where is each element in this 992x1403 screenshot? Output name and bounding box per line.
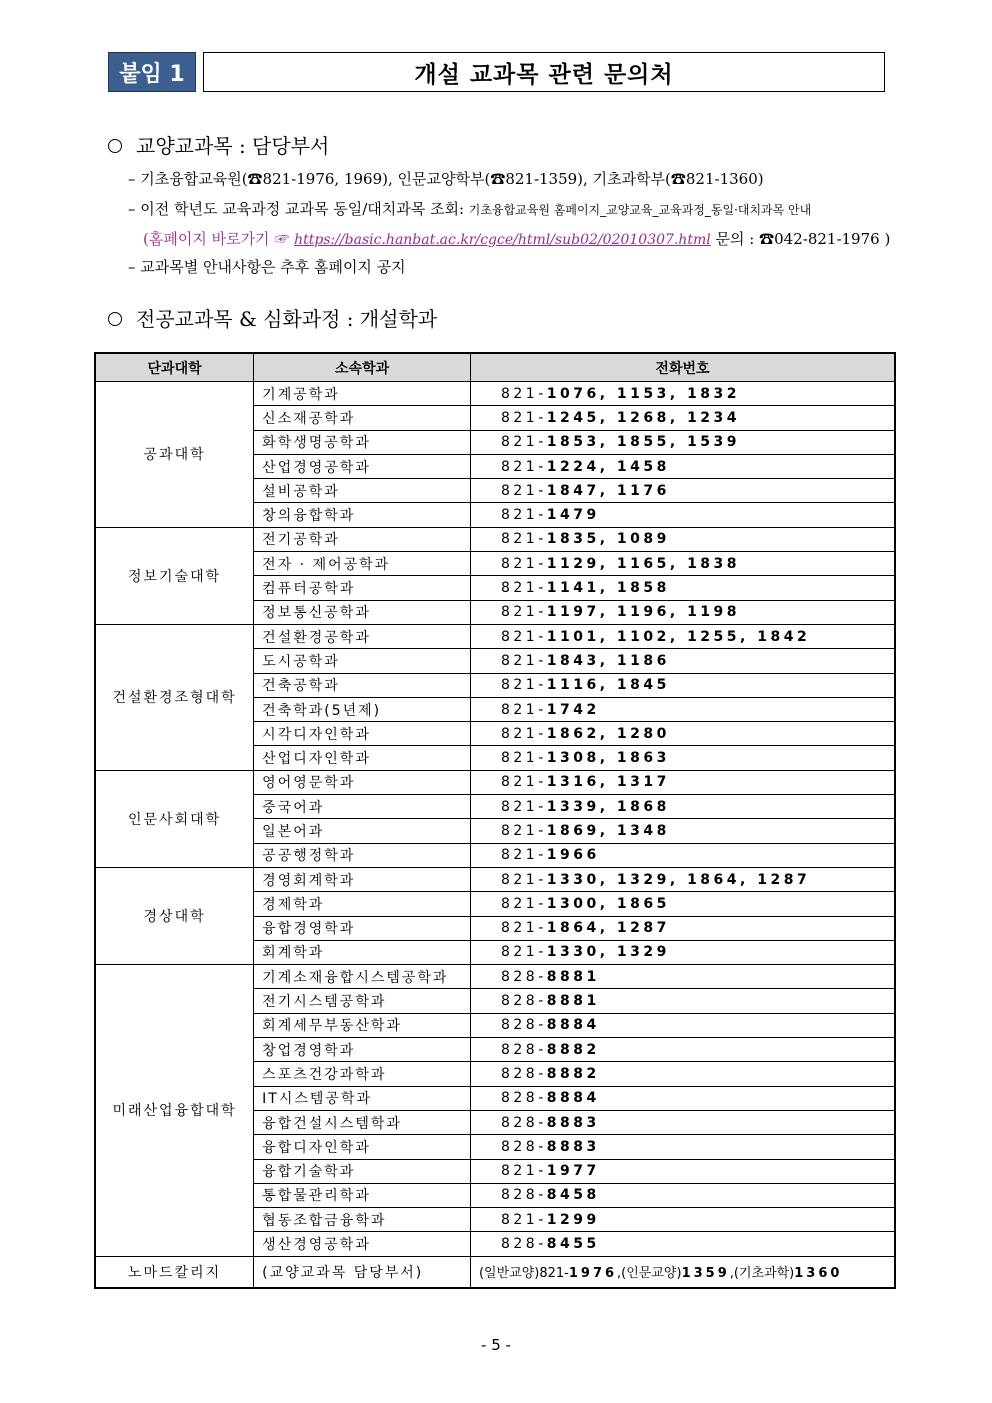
- phone-cell: [470, 1062, 895, 1086]
- previous-curriculum-path: 기초융합교육원 홈페이지_교양교육_교육과정_동일·대치과목 안내: [468, 203, 812, 217]
- department-cell: 일본어과: [254, 819, 471, 843]
- paren-open: (: [143, 230, 149, 248]
- phone-prefix: 821-: [500, 434, 547, 451]
- department-cell: 전기공학과: [254, 527, 471, 551]
- phone-cell: [470, 819, 895, 843]
- phone-cell: [470, 916, 895, 940]
- department-cell: 스포츠건강과학과: [254, 1062, 471, 1086]
- header-department: 소속학과: [254, 353, 471, 382]
- phone-prefix: 828-: [500, 1065, 547, 1082]
- department-cell: 영어영문학과: [254, 770, 471, 794]
- phone-extensions: 1843, 1186: [546, 652, 670, 669]
- department-cell: 협동조합금융학과: [254, 1208, 471, 1232]
- department-cell: 화학생명공학과: [254, 430, 471, 454]
- attachment-badge: 붙임 1: [108, 52, 196, 92]
- college-cell: 노마드칼리지: [95, 1256, 254, 1288]
- phone-cell: [470, 940, 895, 964]
- phone-extensions: 1308, 1863: [546, 750, 670, 767]
- circle-bullet-icon: [108, 139, 122, 153]
- phone-extensions: 8884: [546, 1017, 600, 1034]
- phone-prefix: 828-: [500, 1236, 547, 1253]
- table-row: [95, 624, 895, 648]
- phone-cell: [470, 1110, 895, 1134]
- phone-prefix: 828-: [500, 993, 547, 1010]
- phone-cell: [470, 430, 895, 454]
- phone-prefix: 821-: [500, 604, 547, 621]
- phone-prefix: 821-: [500, 895, 547, 912]
- phone-cell: [470, 1208, 895, 1232]
- phone-extensions: 1141, 1858: [546, 580, 670, 597]
- phone-prefix: 828-: [500, 1090, 547, 1107]
- phone-prefix: 821-: [500, 531, 547, 548]
- phone-extensions: 1864, 1287: [546, 920, 670, 937]
- department-cell: 전기시스템공학과: [254, 989, 471, 1013]
- department-cell: 생산경영공학과: [254, 1232, 471, 1256]
- phone-cell: [470, 576, 895, 600]
- phone-prefix: 821-: [500, 628, 547, 645]
- department-cell: 창업경영학과: [254, 1038, 471, 1062]
- department-cell: 기계소재융합시스템공학과: [254, 965, 471, 989]
- phone-prefix: 821-: [500, 871, 547, 888]
- phone-prefix: 828-: [500, 1187, 547, 1204]
- general-contacts-line: – 기초융합교육원(☎821-1976, 1969), 인문교양학부(☎821-1359), 기초과학부(☎821-1360): [128, 170, 764, 188]
- phone-cell: [470, 795, 895, 819]
- phone-prefix: 821-: [500, 750, 547, 767]
- phone-extensions: 1101, 1102, 1255, 1842: [546, 628, 811, 645]
- section-major-heading-text: 전공교과목 & 심화과정 : 개설학과: [136, 307, 438, 331]
- college-cell: 미래산업융합대학: [95, 965, 254, 1257]
- phone-cell: [470, 600, 895, 624]
- phone-extensions: 1869, 1348: [546, 822, 670, 839]
- phone-prefix: 821-: [500, 482, 547, 499]
- phone-cell: [470, 479, 895, 503]
- phone-extensions: 1339, 1868: [546, 798, 670, 815]
- department-cell: 건설환경공학과: [254, 624, 471, 648]
- phone-cell: [470, 1183, 895, 1207]
- phone-cell: [470, 843, 895, 867]
- department-cell: 건축공학과: [254, 673, 471, 697]
- previous-curriculum-text: – 이전 학년도 교육과정 교과목 동일/대치과목 조회:: [128, 200, 469, 218]
- page-number: - 5 -: [481, 1336, 511, 1354]
- department-cell: 건축학과(5년제): [254, 697, 471, 721]
- department-cell: 회계학과: [254, 940, 471, 964]
- college-cell: 공과대학: [95, 382, 254, 528]
- phone-extensions: 1129, 1165, 1838: [546, 555, 741, 572]
- phone-cell: [470, 1159, 895, 1183]
- phone-cell: [470, 1013, 895, 1037]
- phone-prefix: 821-: [500, 822, 547, 839]
- department-cell: (교양교과목 담당부서): [254, 1256, 471, 1288]
- phone-cell: [470, 552, 895, 576]
- phone-cell: [470, 624, 895, 648]
- college-cell: 인문사회대학: [95, 770, 254, 867]
- phone-extensions: 1300, 1865: [546, 895, 670, 912]
- phone-extensions: 8882: [546, 1065, 600, 1082]
- section-major-heading: [108, 303, 437, 332]
- phone-extensions: 1330, 1329, 1864, 1287: [546, 871, 811, 888]
- phone-prefix: 821-: [500, 1211, 547, 1228]
- department-cell: 설비공학과: [254, 479, 471, 503]
- phone-cell: [470, 382, 895, 406]
- phone-extensions: 8883: [546, 1138, 600, 1155]
- header-phone: 전화번호: [470, 353, 895, 382]
- phone-prefix: 821-: [500, 944, 547, 961]
- department-cell: 산업디자인학과: [254, 746, 471, 770]
- phone-extensions: 1299: [546, 1211, 600, 1228]
- phone-cell: [470, 503, 895, 527]
- department-cell: 융합디자인학과: [254, 1135, 471, 1159]
- phone-extensions: 1847, 1176: [546, 482, 670, 499]
- college-cell: 경상대학: [95, 867, 254, 964]
- phone-cell: [470, 965, 895, 989]
- department-cell: 기계공학과: [254, 382, 471, 406]
- section-general-heading: [108, 130, 329, 159]
- phone-extensions: 1835, 1089: [546, 531, 670, 548]
- department-cell: 회계세무부동산학과: [254, 1013, 471, 1037]
- phone-prefix: 821-: [500, 507, 547, 524]
- phone-extensions: 1862, 1280: [546, 725, 670, 742]
- department-cell: 컴퓨터공학과: [254, 576, 471, 600]
- phone-cell: [470, 406, 895, 430]
- phone-prefix: 821-: [500, 409, 547, 426]
- department-cell: 전자 · 제어공학과: [254, 552, 471, 576]
- phone-cell: [470, 867, 895, 891]
- phone-cell: [470, 722, 895, 746]
- department-cell: 융합기술학과: [254, 1159, 471, 1183]
- contact-table: [94, 352, 896, 1289]
- phone-cell: [470, 892, 895, 916]
- phone-prefix: 821-: [500, 652, 547, 669]
- phone-prefix: 821-: [500, 920, 547, 937]
- phone-prefix: 821-: [500, 385, 547, 402]
- department-cell: 산업경영공학과: [254, 454, 471, 478]
- inquiry-phone-text: 문의 : ☎042-821-1976 ): [710, 230, 891, 248]
- phone-cell: [470, 1086, 895, 1110]
- phone-extensions: 1197, 1196, 1198: [546, 604, 741, 621]
- circle-bullet-icon: [108, 312, 122, 326]
- department-cell: 융합건설시스템학과: [254, 1110, 471, 1134]
- phone-prefix: 821-: [500, 580, 547, 597]
- phone-cell: [470, 770, 895, 794]
- phone-prefix: 828-: [500, 1041, 547, 1058]
- phone-number: 1976: [568, 1266, 618, 1282]
- department-cell: 경영회계학과: [254, 867, 471, 891]
- department-cell: IT시스템공학과: [254, 1086, 471, 1110]
- phone-extensions: 8882: [546, 1041, 600, 1058]
- phone-cell: [470, 673, 895, 697]
- phone-extensions: 1966: [546, 847, 600, 864]
- table-row: [95, 382, 895, 406]
- phone-extensions: 8883: [546, 1114, 600, 1131]
- phone-prefix: 821-: [500, 555, 547, 572]
- department-cell: 중국어과: [254, 795, 471, 819]
- phone-prefix: 821-: [500, 847, 547, 864]
- table-row: [95, 527, 895, 551]
- phone-prefix: 821-: [500, 725, 547, 742]
- phone-prefix: 821-: [500, 677, 547, 694]
- table-row: [95, 965, 895, 989]
- department-cell: 신소재공학과: [254, 406, 471, 430]
- phone-cell: [470, 1135, 895, 1159]
- table-header-row: [95, 353, 895, 382]
- college-cell: 정보기술대학: [95, 527, 254, 624]
- phone-extensions: 1245, 1268, 1234: [546, 409, 741, 426]
- department-cell: 공공행정학과: [254, 843, 471, 867]
- phone-prefix: 821-: [500, 774, 547, 791]
- phone-extensions: 1224, 1458: [546, 458, 670, 475]
- homepage-shortcut-label: 홈페이지 바로가기 ☞: [148, 230, 295, 248]
- phone-number: 1359: [681, 1266, 730, 1282]
- phone-cell: [470, 746, 895, 770]
- department-cell: 정보통신공학과: [254, 600, 471, 624]
- page-title: 개설 교과목 관련 문의처: [203, 52, 885, 92]
- phone-cell: [470, 989, 895, 1013]
- phone-cell: [470, 527, 895, 551]
- phone-extensions: 8881: [546, 968, 600, 985]
- phone-label: ,(인문교양): [617, 1266, 682, 1282]
- homepage-link-line: [143, 228, 890, 249]
- department-cell: 경제학과: [254, 892, 471, 916]
- table-row-nomad: [95, 1256, 895, 1288]
- department-cell: 창의융합학과: [254, 503, 471, 527]
- phone-extensions: 8881: [546, 993, 600, 1010]
- phone-cell: [470, 454, 895, 478]
- table-row: [95, 867, 895, 891]
- phone-extensions: 8458: [546, 1187, 600, 1204]
- header-college: 단과대학: [95, 353, 254, 382]
- phone-extensions: 1116, 1845: [546, 677, 670, 694]
- phone-cell: [470, 697, 895, 721]
- department-cell: 도시공학과: [254, 649, 471, 673]
- previous-curriculum-line: [128, 198, 811, 219]
- phone-extensions: 8884: [546, 1090, 600, 1107]
- phone-label: (일반교양)821-: [478, 1266, 569, 1282]
- phone-extensions: 8455: [546, 1236, 600, 1253]
- department-cell: 통합물관리학과: [254, 1183, 471, 1207]
- phone-extensions: 1977: [546, 1163, 600, 1180]
- phone-extensions: 1742: [546, 701, 600, 718]
- phone-prefix: 828-: [500, 1114, 547, 1131]
- phone-cell: [470, 1038, 895, 1062]
- phone-extensions: 1330, 1329: [546, 944, 670, 961]
- phone-prefix: 828-: [500, 1138, 547, 1155]
- section-general-heading-text: 교양교과목 : 담당부서: [136, 134, 330, 158]
- phone-extensions: 1479: [546, 507, 600, 524]
- phone-extensions: 1316, 1317: [546, 774, 670, 791]
- department-cell: 시각디자인학과: [254, 722, 471, 746]
- phone-extensions: 1853, 1855, 1539: [546, 434, 741, 451]
- phone-prefix: 821-: [500, 1163, 547, 1180]
- phone-cell: [470, 1256, 895, 1288]
- table-row: [95, 770, 895, 794]
- department-cell: 융합경영학과: [254, 916, 471, 940]
- phone-prefix: 821-: [500, 798, 547, 815]
- phone-cell: [470, 1232, 895, 1256]
- phone-prefix: 828-: [500, 1017, 547, 1034]
- notice-line: – 교과목별 안내사항은 추후 홈페이지 공지: [128, 258, 406, 276]
- homepage-url-link[interactable]: https://basic.hanbat.ac.kr/cgce/html/sub02/02010307.html: [294, 232, 711, 248]
- phone-extensions: 1076, 1153, 1832: [546, 385, 741, 402]
- phone-prefix: 828-: [500, 968, 547, 985]
- phone-prefix: 821-: [500, 701, 547, 718]
- phone-prefix: 821-: [500, 458, 547, 475]
- phone-number: 1360: [794, 1266, 843, 1282]
- phone-label: ,(기초과학): [729, 1266, 795, 1282]
- phone-cell: [470, 649, 895, 673]
- college-cell: 건설환경조형대학: [95, 624, 254, 770]
